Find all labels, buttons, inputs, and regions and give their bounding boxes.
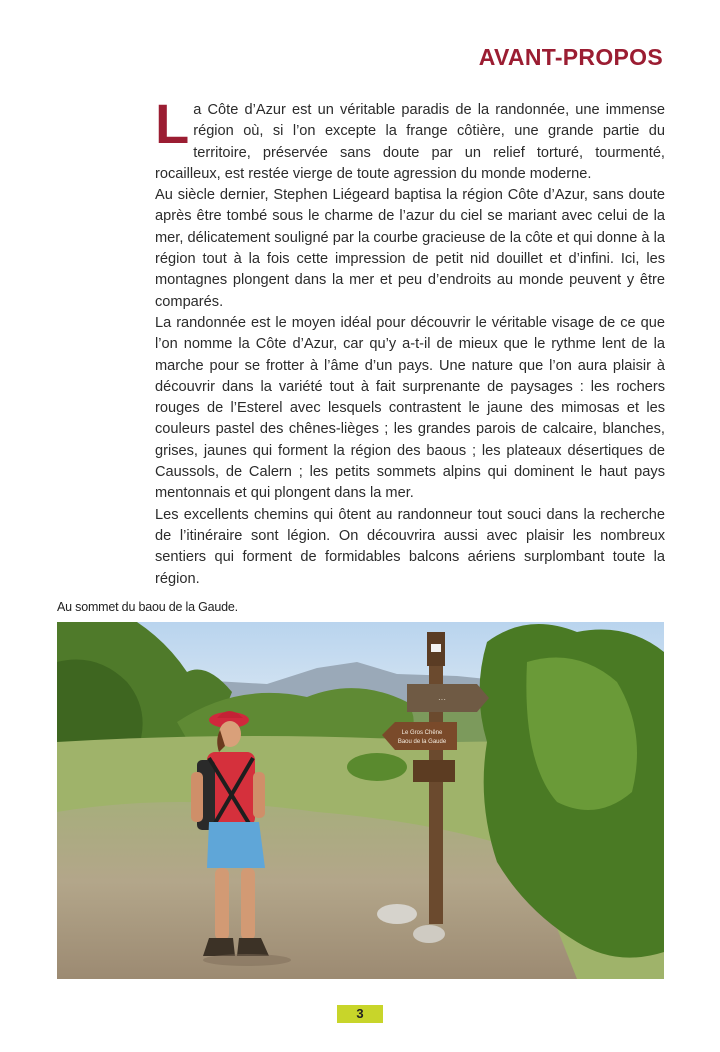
sign-upper-text: ···: [438, 695, 446, 704]
sign-lower-text-2: Baou de la Gaude: [397, 739, 447, 745]
rock-2: [413, 925, 445, 943]
page-number: 3: [337, 1005, 383, 1023]
paragraph-3: La randonnée est le moyen idéal pour découvrir le véritable visage de ce que l’on nomme la Côte d’Azur, car qu’y a-t-il de mieux que le rythme lent de la marche pour se frotter à l’âme d’un pays. Une nature que l’on aura plaisir à découvrir dans la variété tout à fait surprenante de paysages : les rochers rouges de l’Esterel avec lesquels contrastent le jaune des mimosas et les couleurs pastel des chênes-lièges ; les grandes parois de calcaire, blanches, grises, jaunes qui forment la région des baous ; les plateaux désertiques de Caussols, de Calern ; les petits sommets alpins qui dominent le haut pays mentonnais et qui plongent dans la mer.: [155, 314, 665, 502]
sign-upper-board: [407, 684, 489, 712]
article-body: [155, 92, 665, 590]
section-title: AVANT-PROPOS: [478, 44, 663, 70]
rock-1: [377, 904, 417, 924]
hiker-shadow: [203, 954, 291, 966]
photo-caption: Au sommet du baou de la Gaude.: [57, 600, 238, 614]
sign-small-board: [413, 760, 455, 782]
sign-lower-board: [382, 722, 457, 750]
grass-tuft: [347, 753, 407, 781]
paragraph-1-text: a Côte d’Azur est un véritable paradis de la randonnée, une immense région où, si l’on excepte la frange côtière, une grande partie du territoire, préservée sans doute par un relief torturé, tourmenté, rocailleux, est restée vierge de toute agression du monde moderne.: [155, 102, 665, 182]
dropcap: L: [155, 92, 190, 155]
paragraph-1: [155, 92, 665, 185]
paragraph-4: Les excellents chemins qui ôtent au randonneur tout souci dans la recherche de l’itinéraire sont légion. On découvrira aussi avec plaisir les nombreux sentiers qui forment de formidables balcons aériens surplombant toute la région.: [155, 506, 665, 587]
sign-lower-text-1: Le Gros Chêne: [401, 730, 443, 736]
paragraph-2: Au siècle dernier, Stephen Liégeard baptisa la région Côte d’Azur, sans doute après être tombé sous le charme de l’azur du ciel se mariant avec celui de la mer, délicatement souligné par la courbe gracieuse de la côte et qui donne à la région tout à la fois cette impression de petit nid douillet et d’infini. Ici, les montagnes plongent dans la mer et peu d’endroits au monde peuvent y être comparés.: [155, 187, 665, 310]
signpost-marker: [431, 644, 441, 652]
hiking-photo: [57, 622, 664, 979]
